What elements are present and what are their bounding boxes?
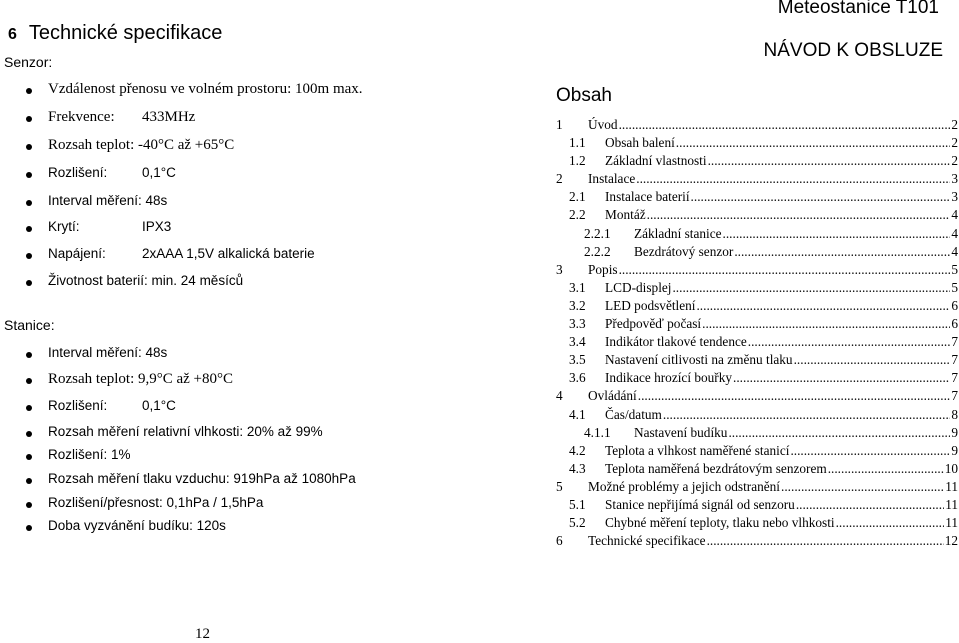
bullet-icon bbox=[26, 226, 32, 232]
toc-entry-title: Popis bbox=[588, 261, 618, 277]
bullet-icon bbox=[26, 253, 32, 259]
toc-entry-page: 11 bbox=[945, 478, 958, 494]
toc-entry-number: 1.2 bbox=[569, 153, 586, 169]
spec-label: Rozsah teplot: 9,9°C až +80°C bbox=[48, 371, 234, 387]
spec-value: 433MHz bbox=[142, 109, 196, 125]
toc-dot-leader bbox=[748, 333, 951, 351]
product-title: Meteostanice T101 bbox=[777, 0, 939, 18]
toc-entry-page: 6 bbox=[951, 316, 958, 332]
toc-entry-title: Indikátor tlakové tendence bbox=[605, 334, 747, 350]
spec-label: Rozsah měření relativní vlhkosti: 20% až 99% bbox=[48, 424, 323, 439]
manual-page bbox=[548, 0, 959, 643]
section-title: Technické specifikace bbox=[28, 22, 223, 44]
toc-entry-title: Teplota naměřená bezdrátovým senzorem bbox=[605, 460, 827, 476]
toc-entry-page: 2 bbox=[951, 117, 958, 132]
toc-entry-number: 5.1 bbox=[569, 496, 586, 512]
toc-dot-leader bbox=[728, 424, 950, 442]
toc-entry[interactable] bbox=[556, 369, 958, 387]
toc-entry[interactable] bbox=[556, 116, 958, 134]
bullet-icon bbox=[26, 352, 32, 358]
toc-entry[interactable] bbox=[556, 496, 958, 514]
spec-label: Krytí: bbox=[48, 219, 80, 234]
toc-entry-number: 3.4 bbox=[569, 334, 586, 350]
toc-entry[interactable] bbox=[556, 188, 958, 206]
toc-dot-leader bbox=[733, 369, 950, 387]
toc-entry-page: 3 bbox=[951, 171, 958, 187]
toc-entry-title: Nastavení budíku bbox=[634, 424, 728, 440]
toc-entry-number: 3.1 bbox=[569, 279, 586, 295]
toc-entry[interactable] bbox=[556, 387, 958, 405]
spec-label: Rozlišení: 1% bbox=[48, 447, 131, 462]
toc-entry-title: Možné problémy a jejich odstranění bbox=[588, 478, 781, 494]
toc-entry-title: Nastavení citlivosti na změnu tlaku bbox=[605, 352, 793, 368]
toc-entry-page: 4 bbox=[951, 225, 958, 241]
spec-label: Rozlišení: bbox=[48, 398, 108, 413]
station-heading: Stanice: bbox=[4, 317, 55, 333]
toc-entry-page: 5 bbox=[951, 279, 958, 295]
toc-entry-title: Montáž bbox=[605, 207, 646, 223]
spec-value: 0,1°C bbox=[142, 398, 176, 413]
spec-value: 0,1°C bbox=[142, 165, 176, 180]
table-of-contents bbox=[556, 116, 958, 550]
toc-heading: Obsah bbox=[556, 85, 612, 106]
toc-entry-number: 4.1 bbox=[569, 406, 586, 422]
toc-entry-page: 7 bbox=[951, 334, 958, 350]
toc-entry[interactable] bbox=[556, 206, 958, 224]
toc-entry-number: 6 bbox=[556, 533, 563, 549]
toc-entry-page: 4 bbox=[951, 243, 958, 259]
bullet-icon bbox=[26, 88, 32, 94]
toc-entry-page: 10 bbox=[944, 460, 958, 476]
bullet-icon bbox=[26, 405, 32, 411]
toc-dot-leader bbox=[663, 406, 950, 424]
bullet-icon bbox=[26, 502, 32, 508]
toc-dot-leader bbox=[707, 532, 944, 550]
spec-label: Rozlišení/přesnost: 0,1hPa / 1,5hPa bbox=[48, 495, 264, 510]
toc-dot-leader bbox=[836, 514, 945, 532]
bullet-icon bbox=[26, 454, 32, 460]
toc-entry-number: 4.2 bbox=[569, 442, 586, 458]
spec-label: Rozsah teplot: -40°C až +65°C bbox=[48, 137, 235, 153]
toc-entry-title: Základní stanice bbox=[634, 225, 722, 241]
toc-entry-title: Instalace bbox=[588, 171, 636, 187]
toc-entry-title: Předpověď počasí bbox=[605, 316, 702, 332]
toc-entry-page: 9 bbox=[951, 442, 958, 458]
toc-dot-leader bbox=[636, 170, 950, 188]
toc-entry[interactable] bbox=[556, 532, 958, 550]
toc-entry-number: 4 bbox=[556, 388, 563, 404]
toc-entry[interactable] bbox=[556, 170, 958, 188]
toc-dot-leader bbox=[672, 279, 950, 297]
toc-dot-leader bbox=[638, 387, 951, 405]
toc-dot-leader bbox=[696, 297, 950, 315]
spec-label: Vzdálenost přenosu ve volném prostoru: 100m max. bbox=[48, 81, 363, 97]
toc-entry-title: Indikace hrozící bouřky bbox=[605, 370, 733, 386]
toc-entry[interactable] bbox=[556, 261, 958, 279]
toc-entry[interactable] bbox=[556, 424, 958, 442]
toc-entry[interactable] bbox=[556, 134, 958, 152]
spec-value: IPX3 bbox=[142, 219, 172, 234]
toc-entry-page: 6 bbox=[951, 297, 958, 313]
toc-entry-number: 2.2 bbox=[569, 207, 586, 223]
toc-dot-leader bbox=[619, 261, 951, 279]
spec-label: Interval měření: 48s bbox=[48, 345, 168, 360]
toc-entry-number: 4.1.1 bbox=[584, 424, 611, 440]
toc-entry-page: 3 bbox=[951, 189, 958, 205]
manual-title: NÁVOD K OBSLUZE bbox=[763, 40, 943, 61]
toc-entry-title: Instalace baterií bbox=[605, 189, 690, 205]
bullet-icon bbox=[26, 172, 32, 178]
bullet-icon bbox=[26, 144, 32, 150]
toc-entry-page: 11 bbox=[945, 496, 958, 512]
toc-entry[interactable] bbox=[556, 297, 958, 315]
toc-dot-leader bbox=[647, 206, 951, 224]
toc-entry-title: Obsah balení bbox=[605, 135, 675, 151]
toc-entry[interactable] bbox=[556, 315, 958, 333]
toc-dot-leader bbox=[794, 351, 951, 369]
spec-label: Rozlišení: bbox=[48, 165, 108, 180]
toc-dot-leader bbox=[734, 243, 950, 261]
toc-entry[interactable] bbox=[556, 514, 958, 532]
toc-dot-leader bbox=[702, 315, 950, 333]
toc-entry-page: 4 bbox=[951, 207, 958, 223]
toc-entry[interactable] bbox=[556, 351, 958, 369]
toc-entry-number: 4.3 bbox=[569, 460, 586, 476]
spec-label: Rozsah měření tlaku vzduchu: 919hPa až 1080hPa bbox=[48, 471, 356, 486]
toc-dot-leader bbox=[790, 442, 950, 460]
toc-entry-title: Bezdrátový senzor bbox=[634, 243, 734, 259]
spec-label: Frekvence: bbox=[48, 109, 115, 125]
section-heading bbox=[8, 22, 222, 45]
toc-entry-page: 7 bbox=[951, 370, 958, 386]
toc-entry-number: 1.1 bbox=[569, 135, 586, 151]
toc-entry-number: 3.6 bbox=[569, 370, 586, 386]
toc-entry-title: Chybné měření teploty, tlaku nebo vlhkosti bbox=[605, 515, 835, 531]
toc-entry[interactable] bbox=[556, 279, 958, 297]
toc-entry-number: 3.3 bbox=[569, 316, 586, 332]
toc-entry-number: 2 bbox=[556, 171, 563, 187]
toc-entry-number: 3.2 bbox=[569, 297, 586, 313]
toc-entry-number: 3 bbox=[556, 261, 563, 277]
toc-entry-title: LCD-displej bbox=[605, 279, 672, 295]
toc-entry-title: Teplota a vlhkost naměřené stanicí bbox=[605, 442, 790, 458]
spec-label: Doba vyzvánění budíku: 120s bbox=[48, 518, 226, 533]
toc-entry-title: Úvod bbox=[588, 117, 618, 132]
toc-entry-title: Technické specifikace bbox=[588, 533, 706, 549]
page-number: 12 bbox=[195, 626, 210, 642]
section-number: 6 bbox=[8, 26, 17, 43]
bullet-icon bbox=[26, 378, 32, 384]
toc-entry-number: 5 bbox=[556, 478, 563, 494]
spec-label: Napájení: bbox=[48, 246, 106, 261]
toc-entry-page: 2 bbox=[951, 153, 958, 169]
bullet-icon bbox=[26, 431, 32, 437]
toc-entry-title: Ovládání bbox=[588, 388, 637, 404]
toc-entry-title: Základní vlastnosti bbox=[605, 153, 707, 169]
spec-label: Životnost baterií: min. 24 měsíců bbox=[48, 273, 244, 288]
toc-entry[interactable] bbox=[556, 478, 958, 496]
toc-entry-number: 2.1 bbox=[569, 189, 586, 205]
toc-entry-page: 11 bbox=[945, 515, 958, 531]
toc-dot-leader bbox=[691, 188, 951, 206]
toc-entry-page: 2 bbox=[951, 135, 958, 151]
toc-entry-page: 7 bbox=[951, 352, 958, 368]
toc-entry-number: 5.2 bbox=[569, 515, 586, 531]
toc-dot-leader bbox=[708, 152, 951, 170]
toc-entry[interactable] bbox=[556, 442, 958, 460]
bullet-icon bbox=[26, 280, 32, 286]
toc-entry-page: 9 bbox=[951, 424, 958, 440]
toc-entry-number: 3.5 bbox=[569, 352, 586, 368]
spec-label: Interval měření: 48s bbox=[48, 193, 168, 208]
toc-dot-leader bbox=[796, 496, 944, 514]
toc-entry-number: 2.2.1 bbox=[584, 225, 611, 241]
bullet-icon bbox=[26, 478, 32, 484]
toc-dot-leader bbox=[781, 478, 944, 496]
toc-entry-page: 12 bbox=[944, 533, 958, 549]
toc-dot-leader bbox=[676, 134, 951, 152]
toc-entry[interactable] bbox=[556, 406, 958, 424]
toc-dot-leader bbox=[619, 116, 951, 134]
toc-entry[interactable] bbox=[556, 243, 958, 261]
toc-dot-leader bbox=[828, 460, 944, 478]
toc-entry-title: Čas/datum bbox=[605, 406, 662, 422]
toc-dot-leader bbox=[723, 225, 951, 243]
toc-entry-number: 2.2.2 bbox=[584, 243, 611, 259]
toc-entry-title: LED podsvětlení bbox=[605, 297, 696, 313]
bullet-icon bbox=[26, 200, 32, 206]
toc-entry[interactable] bbox=[556, 333, 958, 351]
toc-entry[interactable] bbox=[556, 225, 958, 243]
toc-entry-page: 7 bbox=[951, 388, 958, 404]
toc-entry[interactable] bbox=[556, 152, 958, 170]
toc-entry[interactable] bbox=[556, 460, 958, 478]
bullet-icon bbox=[26, 116, 32, 122]
toc-entry-number: 1 bbox=[556, 117, 563, 132]
bullet-icon bbox=[26, 525, 32, 531]
spec-value: 2xAAA 1,5V alkalická baterie bbox=[142, 246, 315, 261]
toc-entry-title: Stanice nepřijímá signál od senzoru bbox=[605, 496, 795, 512]
sensor-heading: Senzor: bbox=[4, 54, 53, 70]
toc-entry-page: 8 bbox=[951, 406, 958, 422]
toc-entry-page: 5 bbox=[951, 261, 958, 277]
